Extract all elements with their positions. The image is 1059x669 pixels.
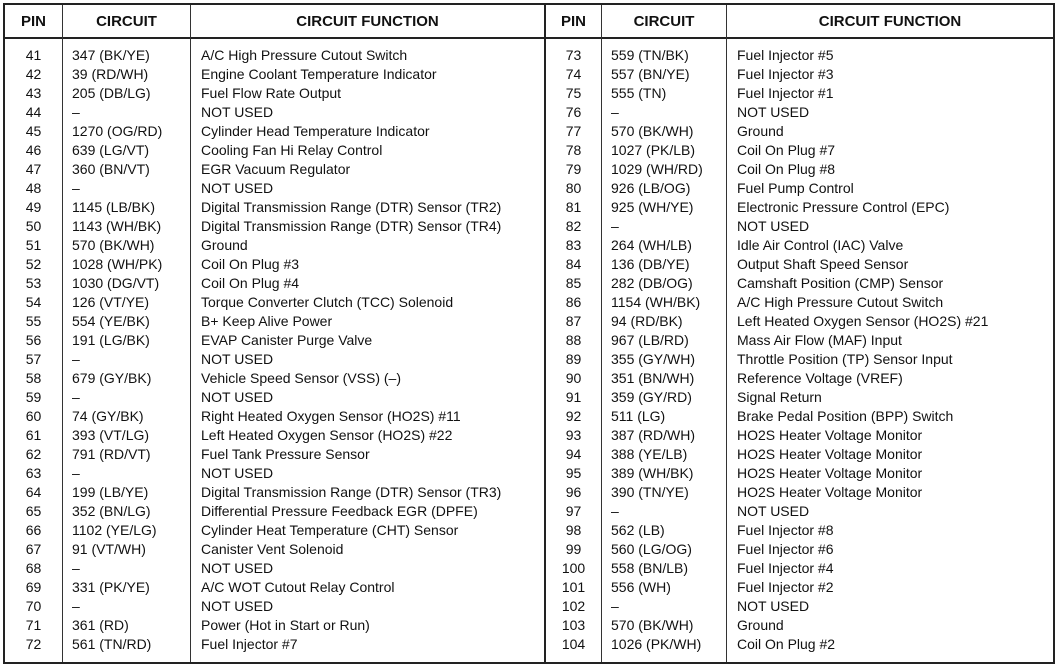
circuit-cell: 967 (LB/RD) (611, 332, 689, 348)
table-row (5, 426, 544, 445)
circuit-cell: 352 (BN/LG) (72, 503, 151, 519)
function-cell: Cooling Fan Hi Relay Control (201, 142, 383, 158)
circuit-cell: 557 (BN/YE) (611, 66, 690, 82)
table-row (5, 521, 544, 540)
table-row (5, 236, 544, 255)
pin-cell: 42 (25, 66, 42, 82)
function-cell: Coil On Plug #8 (737, 161, 836, 177)
function-cell: Coil On Plug #4 (201, 275, 300, 291)
table-row (546, 369, 1053, 388)
function-cell: Mass Air Flow (MAF) Input (737, 332, 902, 348)
circuit-cell: 511 (LG) (611, 408, 666, 424)
circuit-cell: – (611, 218, 619, 234)
table-row (5, 445, 544, 464)
function-cell: Fuel Injector #5 (737, 47, 834, 63)
function-cell: Signal Return (737, 389, 822, 405)
function-cell: NOT USED (201, 351, 274, 367)
pin-cell: 81 (565, 199, 582, 215)
table-row (5, 293, 544, 312)
function-cell: Electronic Pressure Control (EPC) (737, 199, 950, 215)
circuit-cell: 264 (WH/LB) (611, 237, 692, 253)
pin-cell: 88 (565, 332, 582, 348)
function-cell: Coil On Plug #3 (201, 256, 300, 272)
circuit-cell: 1270 (OG/RD) (72, 123, 163, 139)
function-cell: Cylinder Head Temperature Indicator (201, 123, 430, 139)
pin-cell: 45 (25, 123, 42, 139)
function-cell: A/C High Pressure Cutout Switch (737, 294, 944, 310)
pin-cell: 80 (565, 180, 582, 196)
circuit-cell: 639 (LG/VT) (72, 142, 150, 158)
circuit-cell: 558 (BN/LB) (611, 560, 689, 576)
table-row (546, 255, 1053, 274)
circuit-cell: 560 (LG/OG) (611, 541, 692, 557)
pin-cell: 86 (565, 294, 582, 310)
circuit-cell: 1154 (WH/BK) (611, 294, 701, 310)
pin-cell: 90 (565, 370, 582, 386)
function-cell: Torque Converter Clutch (TCC) Solenoid (201, 294, 454, 310)
table-row (546, 236, 1053, 255)
table-row (546, 160, 1053, 179)
table-row (5, 635, 544, 654)
table-row (5, 464, 544, 483)
pin-cell: 84 (565, 256, 582, 272)
circuit-cell: 389 (WH/BK) (611, 465, 694, 481)
table-row (5, 122, 544, 141)
circuit-cell: 361 (RD) (72, 617, 129, 633)
table-row (546, 483, 1053, 502)
table-row (546, 179, 1053, 198)
function-cell: Reference Voltage (VREF) (737, 370, 903, 386)
table-row (5, 65, 544, 84)
function-cell: Fuel Injector #7 (201, 636, 298, 652)
function-cell: Left Heated Oxygen Sensor (HO2S) #22 (201, 427, 453, 443)
pin-cell: 53 (25, 275, 42, 291)
pin-cell: 94 (565, 446, 582, 462)
circuit-cell: 926 (LB/OG) (611, 180, 691, 196)
circuit-cell: – (611, 598, 619, 614)
function-cell: Coil On Plug #2 (737, 636, 836, 652)
header-function-left: CIRCUIT FUNCTION (296, 13, 439, 30)
pin-cell: 72 (25, 636, 42, 652)
circuit-cell: 1028 (WH/PK) (72, 256, 163, 272)
function-cell: Brake Pedal Position (BPP) Switch (737, 408, 954, 424)
pin-cell: 60 (25, 408, 42, 424)
function-cell: NOT USED (737, 104, 810, 120)
circuit-cell: 791 (RD/VT) (72, 446, 151, 462)
function-cell: Output Shaft Speed Sensor (737, 256, 909, 272)
table-row (546, 84, 1053, 103)
circuit-cell: 347 (BK/YE) (72, 47, 150, 63)
table-row (5, 578, 544, 597)
function-cell: NOT USED (737, 503, 810, 519)
table-row (5, 483, 544, 502)
table-row (5, 597, 544, 616)
circuit-cell: 205 (DB/LG) (72, 85, 151, 101)
table-row (5, 255, 544, 274)
pin-cell: 59 (25, 389, 42, 405)
function-cell: NOT USED (201, 389, 274, 405)
function-cell: NOT USED (737, 598, 810, 614)
pin-cell: 75 (565, 85, 582, 101)
circuit-cell: 570 (BK/WH) (611, 617, 694, 633)
function-cell: Coil On Plug #7 (737, 142, 836, 158)
circuit-cell: – (72, 180, 80, 196)
function-cell: EVAP Canister Purge Valve (201, 332, 373, 348)
table-row (5, 217, 544, 236)
table-row (546, 426, 1053, 445)
pin-cell: 78 (565, 142, 582, 158)
circuit-cell: – (72, 465, 80, 481)
pin-cell: 64 (25, 484, 42, 500)
function-cell: Fuel Injector #4 (737, 560, 834, 576)
pin-cell: 71 (25, 617, 42, 633)
function-cell: Left Heated Oxygen Sensor (HO2S) #21 (737, 313, 989, 329)
circuit-cell: 94 (RD/BK) (611, 313, 683, 329)
table-row (546, 103, 1053, 122)
circuit-cell: – (72, 351, 80, 367)
table-row (546, 198, 1053, 217)
pin-cell: 76 (565, 104, 582, 120)
circuit-cell: 282 (DB/OG) (611, 275, 693, 291)
table-row (5, 388, 544, 407)
function-cell: HO2S Heater Voltage Monitor (737, 465, 923, 481)
header-pin-right: PIN (560, 13, 586, 30)
circuit-cell: 390 (TN/YE) (611, 484, 689, 500)
function-cell: NOT USED (201, 465, 274, 481)
pin-cell: 47 (25, 161, 42, 177)
pin-cell: 46 (25, 142, 42, 158)
table-row (546, 217, 1053, 236)
table-row (546, 274, 1053, 293)
circuit-cell: 562 (LB) (611, 522, 665, 538)
circuit-cell: 555 (TN) (611, 85, 667, 101)
table-row (546, 616, 1053, 635)
function-cell: NOT USED (737, 218, 810, 234)
pin-cell: 85 (565, 275, 582, 291)
pin-cell: 82 (565, 218, 582, 234)
circuit-cell: 570 (BK/WH) (72, 237, 155, 253)
circuit-cell: 351 (BN/WH) (611, 370, 695, 386)
circuit-cell: 126 (VT/YE) (72, 294, 150, 310)
pin-cell: 56 (25, 332, 42, 348)
function-cell: Camshaft Position (CMP) Sensor (737, 275, 944, 291)
pin-cell: 68 (25, 560, 42, 576)
table-row (546, 122, 1053, 141)
table-row (546, 293, 1053, 312)
circuit-cell: 679 (GY/BK) (72, 370, 152, 386)
table-row (546, 521, 1053, 540)
pin-cell: 77 (565, 123, 582, 139)
function-cell: Right Heated Oxygen Sensor (HO2S) #11 (201, 408, 461, 424)
table-row (5, 179, 544, 198)
circuit-cell: 1102 (YE/LG) (72, 522, 157, 538)
table-row (5, 141, 544, 160)
function-cell: HO2S Heater Voltage Monitor (737, 446, 923, 462)
header-function-right: CIRCUIT FUNCTION (818, 13, 962, 30)
table-row (546, 312, 1053, 331)
circuit-cell: – (611, 104, 619, 120)
circuit-cell: – (72, 560, 80, 576)
pin-cell: 52 (25, 256, 42, 272)
pin-cell: 100 (561, 560, 586, 576)
pin-cell: 101 (561, 579, 586, 595)
circuit-cell: 136 (DB/YE) (611, 256, 690, 272)
pin-cell: 70 (25, 598, 42, 614)
table-row (5, 103, 544, 122)
pin-cell: 48 (25, 180, 42, 196)
pin-cell: 74 (565, 66, 582, 82)
circuit-cell: 556 (WH) (611, 579, 671, 595)
table-row (546, 635, 1053, 654)
pin-cell: 95 (565, 465, 582, 481)
table-row (5, 350, 544, 369)
pin-cell: 66 (25, 522, 42, 538)
table-row (546, 407, 1053, 426)
table-row (5, 46, 544, 65)
table-row (546, 141, 1053, 160)
table-row (5, 274, 544, 293)
circuit-cell: 1027 (PK/LB) (611, 142, 696, 158)
pin-cell: 69 (25, 579, 42, 595)
pin-cell: 102 (561, 598, 586, 614)
table-row (5, 331, 544, 350)
function-cell: Digital Transmission Range (DTR) Sensor (TR4) (201, 218, 502, 234)
function-cell: Fuel Injector #3 (737, 66, 834, 82)
pin-cell: 97 (565, 503, 582, 519)
header-pin-left: PIN (20, 13, 46, 30)
table-row (546, 445, 1053, 464)
pin-cell: 96 (565, 484, 582, 500)
pin-cell: 50 (25, 218, 42, 234)
table-row (546, 388, 1053, 407)
pin-cell: 51 (25, 237, 42, 253)
pin-cell: 73 (565, 47, 582, 63)
circuit-cell: 1143 (WH/BK) (72, 218, 162, 234)
circuit-cell: 39 (RD/WH) (72, 66, 149, 82)
pin-cell: 89 (565, 351, 582, 367)
pin-cell: 98 (565, 522, 582, 538)
function-cell: Digital Transmission Range (DTR) Sensor (TR3) (201, 484, 502, 500)
table-row (546, 559, 1053, 578)
circuit-cell: 74 (GY/BK) (72, 408, 144, 424)
table-row (546, 464, 1053, 483)
circuit-cell: 388 (YE/LB) (611, 446, 688, 462)
function-cell: HO2S Heater Voltage Monitor (737, 427, 923, 443)
function-cell: Engine Coolant Temperature Indicator (201, 66, 437, 82)
function-cell: Throttle Position (TP) Sensor Input (737, 351, 953, 367)
circuit-cell: 570 (BK/WH) (611, 123, 694, 139)
circuit-cell: 554 (YE/BK) (72, 313, 150, 329)
table-row (546, 540, 1053, 559)
function-cell: Ground (737, 617, 784, 633)
pin-cell: 43 (25, 85, 42, 101)
function-cell: Idle Air Control (IAC) Valve (737, 237, 904, 253)
pin-cell: 57 (25, 351, 42, 367)
function-cell: Cylinder Heat Temperature (CHT) Sensor (201, 522, 459, 538)
pin-cell: 104 (561, 636, 586, 652)
function-cell: Fuel Injector #8 (737, 522, 834, 538)
circuit-cell: 91 (VT/WH) (72, 541, 146, 557)
function-cell: Fuel Flow Rate Output (201, 85, 342, 101)
circuit-cell: 1029 (WH/RD) (611, 161, 703, 177)
circuit-cell: 393 (VT/LG) (72, 427, 150, 443)
pinout-table (3, 3, 1055, 664)
table-row (5, 84, 544, 103)
function-cell: NOT USED (201, 180, 274, 196)
pin-cell: 55 (25, 313, 42, 329)
table-row (5, 540, 544, 559)
table-row (546, 46, 1053, 65)
table-row (5, 369, 544, 388)
table-row (5, 407, 544, 426)
circuit-cell: – (72, 104, 80, 120)
function-cell: Power (Hot in Start or Run) (201, 617, 370, 633)
table-row (5, 616, 544, 635)
table-row (546, 331, 1053, 350)
pin-cell: 99 (565, 541, 582, 557)
table-row (546, 597, 1053, 616)
table-row (546, 350, 1053, 369)
pin-cell: 41 (25, 47, 42, 63)
table-row (5, 559, 544, 578)
function-cell: Canister Vent Solenoid (201, 541, 344, 557)
pin-cell: 87 (565, 313, 582, 329)
function-cell: Fuel Pump Control (737, 180, 854, 196)
circuit-cell: 191 (LG/BK) (72, 332, 150, 348)
function-cell: EGR Vacuum Regulator (201, 161, 351, 177)
circuit-cell: 360 (BN/VT) (72, 161, 150, 177)
pin-cell: 103 (561, 617, 586, 633)
circuit-cell: 1026 (PK/WH) (611, 636, 702, 652)
function-cell: B+ Keep Alive Power (201, 313, 333, 329)
function-cell: A/C WOT Cutout Relay Control (201, 579, 395, 595)
table-row (546, 65, 1053, 84)
table-row (5, 502, 544, 521)
function-cell: NOT USED (201, 560, 274, 576)
table-row (546, 578, 1053, 597)
pin-cell: 49 (25, 199, 42, 215)
pin-cell: 65 (25, 503, 42, 519)
function-cell: Ground (737, 123, 784, 139)
function-cell: Fuel Tank Pressure Sensor (201, 446, 370, 462)
pin-cell: 62 (25, 446, 42, 462)
function-cell: Fuel Injector #6 (737, 541, 834, 557)
function-cell: Differential Pressure Feedback EGR (DPFE) (201, 503, 478, 519)
header-circuit-left: CIRCUIT (96, 13, 157, 30)
table-row (5, 198, 544, 217)
pin-cell: 93 (565, 427, 582, 443)
pin-cell: 67 (25, 541, 42, 557)
circuit-cell: 561 (TN/RD) (72, 636, 152, 652)
pin-cell: 61 (25, 427, 42, 443)
function-cell: Fuel Injector #1 (737, 85, 834, 101)
function-cell: NOT USED (201, 598, 274, 614)
circuit-cell: – (72, 389, 80, 405)
header-circuit-right: CIRCUIT (633, 13, 695, 30)
pin-cell: 63 (25, 465, 42, 481)
function-cell: Fuel Injector #2 (737, 579, 834, 595)
pin-cell: 44 (25, 104, 42, 120)
circuit-cell: 199 (LB/YE) (72, 484, 149, 500)
table-row (5, 160, 544, 179)
table-row (546, 502, 1053, 521)
circuit-cell: 387 (RD/WH) (611, 427, 696, 443)
pin-cell: 92 (565, 408, 582, 424)
circuit-cell: 1145 (LB/BK) (72, 199, 156, 215)
function-cell: NOT USED (201, 104, 274, 120)
pin-cell: 83 (565, 237, 582, 253)
circuit-cell: 359 (GY/RD) (611, 389, 692, 405)
circuit-cell: 925 (WH/YE) (611, 199, 694, 215)
pin-cell: 79 (565, 161, 582, 177)
function-cell: HO2S Heater Voltage Monitor (737, 484, 923, 500)
circuit-cell: 331 (PK/YE) (72, 579, 150, 595)
circuit-cell: – (72, 598, 80, 614)
function-cell: Ground (201, 237, 248, 253)
function-cell: Digital Transmission Range (DTR) Sensor (TR2) (201, 199, 502, 215)
function-cell: Vehicle Speed Sensor (VSS) (–) (201, 370, 401, 386)
pin-cell: 91 (565, 389, 582, 405)
pin-cell: 54 (25, 294, 42, 310)
function-cell: A/C High Pressure Cutout Switch (201, 47, 408, 63)
circuit-cell: 355 (GY/WH) (611, 351, 696, 367)
circuit-cell: 1030 (DG/VT) (72, 275, 160, 291)
circuit-cell: – (611, 503, 619, 519)
circuit-cell: 559 (TN/BK) (611, 47, 689, 63)
table-row (5, 312, 544, 331)
pin-cell: 58 (25, 370, 42, 386)
